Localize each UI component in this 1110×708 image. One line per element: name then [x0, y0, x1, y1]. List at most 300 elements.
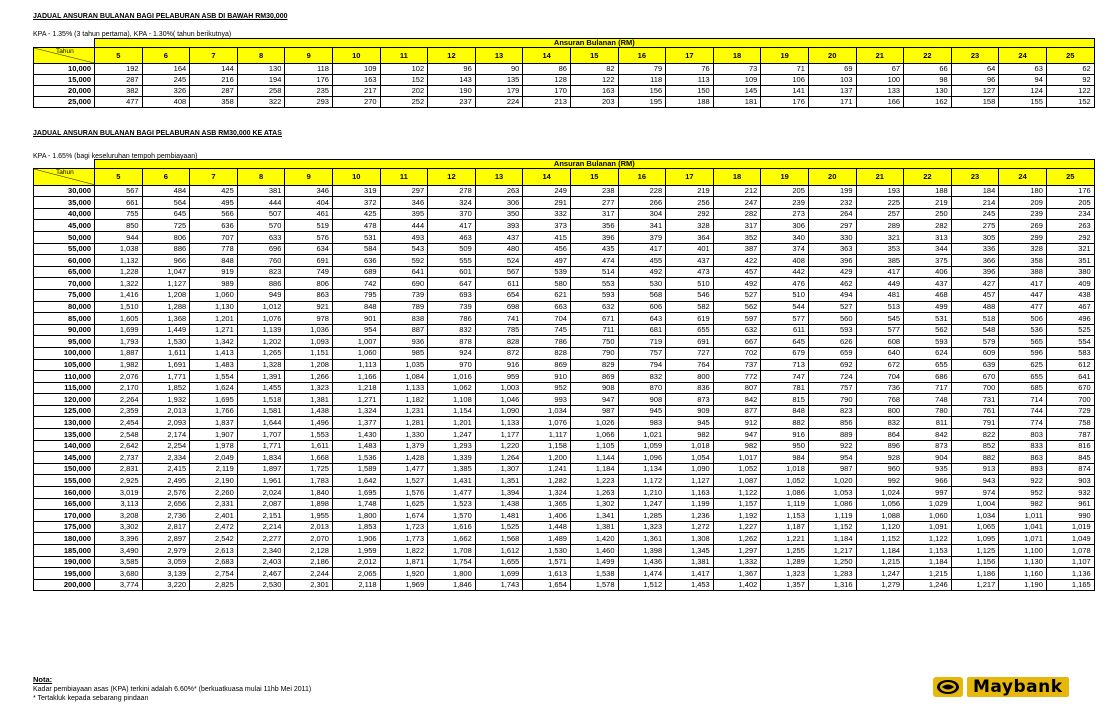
year-header: 19: [761, 169, 809, 186]
installment-cell: 1,907: [190, 429, 238, 441]
installment-cell: 350: [475, 208, 523, 220]
installment-cell: 278: [428, 185, 476, 197]
installment-cell: 655: [999, 371, 1047, 383]
installment-cell: 707: [190, 231, 238, 243]
installment-cell: 2,244: [285, 568, 333, 580]
installment-cell: 1,113: [332, 359, 380, 371]
installment-cell: 1,887: [95, 347, 143, 359]
installment-cell: 997: [904, 487, 952, 499]
installment-cell: 1,385: [428, 463, 476, 475]
installment-cell: 199: [808, 185, 856, 197]
installment-cell: 2,613: [190, 545, 238, 557]
installment-cell: 328: [999, 243, 1047, 255]
installment-cell: 1,699: [95, 324, 143, 336]
installment-cell: 499: [904, 301, 952, 313]
installment-cell: 346: [380, 197, 428, 209]
installment-cell: 873: [666, 394, 714, 406]
installment-cell: 417: [999, 278, 1047, 290]
installment-cell: 1,394: [475, 487, 523, 499]
table-row: [34, 336, 1095, 348]
installment-cell: 632: [570, 301, 618, 313]
installment-cell: 155: [999, 97, 1047, 108]
year-header: 19: [761, 48, 809, 64]
installment-cell: 437: [475, 231, 523, 243]
installment-cell: 922: [999, 475, 1047, 487]
installment-cell: 966: [142, 255, 190, 267]
installment-cell: 1,279: [856, 579, 904, 591]
installment-cell: 289: [856, 220, 904, 232]
installment-cell: 636: [332, 255, 380, 267]
installment-cell: 1,133: [475, 417, 523, 429]
installment-cell: 565: [999, 336, 1047, 348]
installment-cell: 1,153: [904, 545, 952, 557]
installment-cell: 606: [618, 301, 666, 313]
table-row: [34, 498, 1095, 510]
installment-cell: 786: [428, 313, 476, 325]
amount-cell: 200,000: [34, 579, 95, 591]
installment-cell: 982: [999, 498, 1047, 510]
installment-cell: 321: [1046, 243, 1094, 255]
installment-cell: 417: [856, 266, 904, 278]
installment-cell: 145: [713, 86, 761, 97]
amount-cell: 10,000: [34, 64, 95, 75]
amount-cell: 105,000: [34, 359, 95, 371]
installment-cell: 645: [142, 208, 190, 220]
table-row: [34, 568, 1095, 580]
installment-cell: 404: [285, 197, 333, 209]
amount-cell: 185,000: [34, 545, 95, 557]
installment-cell: 1,406: [523, 510, 571, 522]
installment-cell: 1,136: [1046, 568, 1094, 580]
amount-cell: 30,000: [34, 185, 95, 197]
table-row: [34, 75, 1095, 86]
installment-cell: 645: [761, 336, 809, 348]
installment-cell: 79: [618, 64, 666, 75]
year-header: 5: [95, 169, 143, 186]
installment-cell: 1,152: [808, 521, 856, 533]
installment-cell: 455: [618, 255, 666, 267]
installment-cell: 1,228: [95, 266, 143, 278]
amount-cell: 110,000: [34, 371, 95, 383]
installment-cell: 1,345: [666, 545, 714, 557]
notes-line1: Kadar pembiayaan asas (KPA) terkini adalah 6.60%* (berkuatkuasa mulai 11hb Mei 2011): [33, 686, 312, 693]
installment-cell: 1,431: [428, 475, 476, 487]
installment-cell: 1,624: [190, 382, 238, 394]
installment-cell: 984: [761, 452, 809, 464]
installment-cell: 1,416: [95, 289, 143, 301]
installment-cell: 2,415: [142, 463, 190, 475]
installment-cell: 1,026: [570, 417, 618, 429]
installment-cell: 592: [380, 255, 428, 267]
installment-cell: 477: [95, 97, 143, 108]
installment-cell: 1,783: [285, 475, 333, 487]
installment-cell: 2,403: [237, 556, 285, 568]
installment-cell: 128: [523, 75, 571, 86]
installment-cell: 98: [904, 75, 952, 86]
installment-cell: 823: [808, 405, 856, 417]
installment-cell: 583: [1046, 347, 1094, 359]
installment-cell: 1,853: [332, 521, 380, 533]
installment-cell: 597: [713, 313, 761, 325]
installment-cell: 171: [808, 97, 856, 108]
installment-cell: 870: [618, 382, 666, 394]
installment-cell: 152: [1046, 97, 1094, 108]
installment-cell: 1,088: [856, 510, 904, 522]
installment-cell: 3,490: [95, 545, 143, 557]
installment-cell: 568: [618, 289, 666, 301]
installment-cell: 1,007: [332, 336, 380, 348]
installment-cell: 305: [951, 231, 999, 243]
installment-cell: 794: [618, 359, 666, 371]
installment-cell: 922: [808, 440, 856, 452]
installment-cell: 385: [856, 255, 904, 267]
installment-cell: 1,365: [523, 498, 571, 510]
installment-cell: 1,029: [904, 498, 952, 510]
installment-cell: 667: [713, 336, 761, 348]
installment-cell: 2,683: [190, 556, 238, 568]
installment-cell: 567: [95, 185, 143, 197]
installment-cell: 1,430: [332, 429, 380, 441]
table-row: [34, 347, 1095, 359]
installment-cell: 737: [713, 359, 761, 371]
installment-cell: 1,978: [190, 440, 238, 452]
installment-cell: 1,041: [999, 521, 1047, 533]
installment-cell: 2,576: [142, 487, 190, 499]
installment-cell: 1,906: [332, 533, 380, 545]
installment-cell: 1,846: [428, 579, 476, 591]
installment-cell: 245: [142, 75, 190, 86]
installment-cell: 641: [380, 266, 428, 278]
installment-cell: 527: [808, 301, 856, 313]
installment-cell: 1,771: [142, 371, 190, 383]
installment-cell: 193: [856, 185, 904, 197]
year-header: 16: [618, 48, 666, 64]
amount-cell: 45,000: [34, 220, 95, 232]
installment-cell: 717: [904, 382, 952, 394]
installment-cell: 790: [570, 347, 618, 359]
installment-cell: 127: [951, 86, 999, 97]
installment-cell: 225: [856, 197, 904, 209]
installment-cell: 562: [713, 301, 761, 313]
amount-cell: 35,000: [34, 197, 95, 209]
installment-cell: 924: [428, 347, 476, 359]
installment-cell: 1,342: [190, 336, 238, 348]
installment-cell: 1,024: [856, 487, 904, 499]
installment-cell: 1,151: [285, 347, 333, 359]
installment-cell: 562: [904, 324, 952, 336]
installment-cell: 1,699: [475, 568, 523, 580]
installment-cell: 1,695: [332, 487, 380, 499]
installment-cell: 336: [951, 243, 999, 255]
installment-cell: 96: [428, 64, 476, 75]
installment-cell: 679: [761, 347, 809, 359]
installment-cell: 1,323: [285, 382, 333, 394]
installment-cell: 478: [332, 220, 380, 232]
installment-cell: 553: [570, 278, 618, 290]
installment-cell: 415: [523, 231, 571, 243]
installment-cell: 711: [570, 324, 618, 336]
installment-cell: 1,065: [951, 521, 999, 533]
installment-cell: 195: [618, 97, 666, 108]
amount-cell: 40,000: [34, 208, 95, 220]
year-header: 24: [999, 169, 1047, 186]
amount-cell: 115,000: [34, 382, 95, 394]
installment-cell: 514: [570, 266, 618, 278]
installment-cell: 916: [761, 429, 809, 441]
installment-cell: 1,285: [618, 510, 666, 522]
installment-cell: 919: [190, 266, 238, 278]
installment-cell: 1,093: [285, 336, 333, 348]
installment-cell: 593: [904, 336, 952, 348]
installment-cell: 803: [999, 429, 1047, 441]
installment-cell: 654: [475, 289, 523, 301]
table-row: [34, 97, 1095, 108]
installment-cell: 292: [1046, 231, 1094, 243]
installment-cell: 806: [142, 231, 190, 243]
installment-cell: 1,122: [904, 533, 952, 545]
table-row: [34, 452, 1095, 464]
installment-cell: 848: [761, 405, 809, 417]
installment-cell: 2,264: [95, 394, 143, 406]
installment-cell: 2,817: [142, 521, 190, 533]
table-row: [34, 510, 1095, 522]
installment-cell: 781: [761, 382, 809, 394]
amount-cell: 60,000: [34, 255, 95, 267]
installment-cell: 1,398: [618, 545, 666, 557]
table-row: [34, 371, 1095, 383]
table-row: [34, 220, 1095, 232]
table-row: [34, 359, 1095, 371]
installment-cell: 124: [999, 86, 1047, 97]
installment-cell: 1,955: [285, 510, 333, 522]
installment-cell: 447: [999, 289, 1047, 301]
installment-cell: 1,221: [761, 533, 809, 545]
installment-cell: 344: [904, 243, 952, 255]
installment-cell: 118: [618, 75, 666, 86]
installment-cell: 593: [808, 324, 856, 336]
installment-cell: 1,668: [285, 452, 333, 464]
installment-cell: 2,119: [190, 463, 238, 475]
installment-cell: 531: [332, 231, 380, 243]
table-row: [34, 440, 1095, 452]
installment-cell: 209: [999, 197, 1047, 209]
installment-cell: 1,166: [332, 371, 380, 383]
installment-cell: 519: [285, 220, 333, 232]
installment-cell: 1,038: [95, 243, 143, 255]
installment-cell: 1,662: [428, 533, 476, 545]
year-header: 22: [904, 48, 952, 64]
installment-cell: 1,060: [904, 510, 952, 522]
installment-cell: 1,208: [142, 289, 190, 301]
table-row: [34, 394, 1095, 406]
year-header: 7: [190, 169, 238, 186]
year-header: 17: [666, 48, 714, 64]
amount-cell: 140,000: [34, 440, 95, 452]
installment-cell: 641: [1046, 371, 1094, 383]
installment-cell: 188: [666, 97, 714, 108]
year-header: 20: [808, 169, 856, 186]
installment-cell: 2,013: [285, 521, 333, 533]
installment-cell: 864: [856, 429, 904, 441]
installment-cell: 306: [475, 197, 523, 209]
installment-cell: 2,642: [95, 440, 143, 452]
installment-cell: 382: [95, 86, 143, 97]
installment-cell: 1,163: [666, 487, 714, 499]
installment-cell: 480: [475, 243, 523, 255]
installment-cell: 1,052: [713, 463, 761, 475]
installment-cell: 245: [951, 208, 999, 220]
year-header: 8: [237, 48, 285, 64]
installment-cell: 103: [808, 75, 856, 86]
year-header: 25: [1046, 169, 1094, 186]
installment-cell: 731: [951, 394, 999, 406]
installment-cell: 1,086: [808, 498, 856, 510]
installment-cell: 1,499: [570, 556, 618, 568]
installment-cell: 481: [856, 289, 904, 301]
installment-cell: 833: [999, 440, 1047, 452]
year-header: 8: [237, 169, 285, 186]
installment-cell: 1,655: [475, 556, 523, 568]
installment-cell: 828: [475, 336, 523, 348]
installment-cell: 510: [666, 278, 714, 290]
installment-cell: 1,271: [190, 324, 238, 336]
installment-cell: 1,578: [570, 579, 618, 591]
installment-cell: 539: [523, 266, 571, 278]
table-row: [34, 463, 1095, 475]
year-header: 9: [285, 169, 333, 186]
installment-cell: 1,262: [713, 533, 761, 545]
installment-cell: 292: [666, 208, 714, 220]
installment-cell: 181: [713, 97, 761, 108]
installment-cell: 1,034: [951, 510, 999, 522]
installment-cell: 1,308: [666, 533, 714, 545]
installment-cell: 293: [285, 97, 333, 108]
installment-cell: 3,774: [95, 579, 143, 591]
installment-cell: 212: [713, 185, 761, 197]
installment-cell: 943: [951, 475, 999, 487]
installment-cell: 1,538: [570, 568, 618, 580]
installment-cell: 1,223: [570, 475, 618, 487]
installment-cell: 425: [190, 185, 238, 197]
installment-cell: 437: [666, 255, 714, 267]
installment-cell: 713: [761, 359, 809, 371]
installment-cell: 747: [761, 371, 809, 383]
installment-cell: 1,695: [190, 394, 238, 406]
installment-cell: 73: [713, 64, 761, 75]
year-header: 25: [1046, 48, 1094, 64]
installment-cell: 1,076: [237, 313, 285, 325]
installment-cell: 317: [570, 208, 618, 220]
installment-cell: 92: [1046, 75, 1094, 86]
table-row: [34, 243, 1095, 255]
installment-cell: 1,127: [666, 475, 714, 487]
notes-line2: * Tertakluk kepada sebarang pindaan: [33, 695, 149, 702]
installment-cell: 513: [856, 301, 904, 313]
installment-cell: 1,125: [951, 545, 999, 557]
installment-cell: 632: [713, 324, 761, 336]
installment-cell: 1,852: [142, 382, 190, 394]
installment-cell: 1,570: [428, 510, 476, 522]
section2-kpa: KPA - 1.65% (bagi keseluruhan tempoh pembiayaan): [33, 153, 198, 160]
installment-cell: 2,214: [237, 521, 285, 533]
installment-cell: 1,448: [523, 521, 571, 533]
table-row: [34, 278, 1095, 290]
installment-cell: 247: [713, 197, 761, 209]
installment-cell: 379: [618, 231, 666, 243]
installment-cell: 949: [237, 289, 285, 301]
installment-cell: 1,293: [428, 440, 476, 452]
installment-cell: 945: [618, 405, 666, 417]
installment-cell: 1,200: [523, 452, 571, 464]
installment-cell: 492: [713, 278, 761, 290]
amount-cell: 100,000: [34, 347, 95, 359]
installment-cell: 69: [808, 64, 856, 75]
installment-cell: 1,510: [95, 301, 143, 313]
installment-cell: 546: [666, 289, 714, 301]
year-header: 7: [190, 48, 238, 64]
installment-cell: 2,174: [142, 429, 190, 441]
installment-cell: 1,489: [523, 533, 571, 545]
amount-cell: 70,000: [34, 278, 95, 290]
installment-cell: 370: [428, 208, 476, 220]
installment-cell: 444: [380, 220, 428, 232]
installment-cell: 373: [523, 220, 571, 232]
installment-cell: 960: [856, 463, 904, 475]
installment-cell: 214: [951, 197, 999, 209]
amount-cell: 80,000: [34, 301, 95, 313]
installment-cell: 2,754: [190, 568, 238, 580]
installment-cell: 1,215: [856, 556, 904, 568]
installment-cell: 1,018: [761, 463, 809, 475]
installment-cell: 102: [380, 64, 428, 75]
installment-cell: 2,151: [237, 510, 285, 522]
installment-cell: 381: [237, 185, 285, 197]
installment-cell: 1,158: [523, 440, 571, 452]
installment-cell: 63: [999, 64, 1047, 75]
table-row: [34, 86, 1095, 97]
year-header: 12: [428, 169, 476, 186]
year-header: 23: [951, 48, 999, 64]
table-row: [34, 313, 1095, 325]
installment-cell: 832: [618, 371, 666, 383]
year-header: 10: [332, 48, 380, 64]
installment-cell: 1,339: [428, 452, 476, 464]
installment-cell: 2,467: [237, 568, 285, 580]
installment-cell: 1,605: [95, 313, 143, 325]
installment-cell: 156: [618, 86, 666, 97]
notes-heading: Nota:: [33, 675, 53, 684]
installment-cell: 698: [475, 301, 523, 313]
installment-cell: 985: [380, 347, 428, 359]
installment-cell: 409: [1046, 278, 1094, 290]
installment-cell: 619: [666, 313, 714, 325]
installment-cell: 1,087: [713, 475, 761, 487]
installment-cell: 1,059: [618, 440, 666, 452]
installment-cell: 714: [999, 394, 1047, 406]
installment-cell: 3,680: [95, 568, 143, 580]
installment-cell: 1,215: [904, 568, 952, 580]
installment-cell: 425: [332, 208, 380, 220]
installment-cell: 983: [618, 417, 666, 429]
installment-cell: 497: [523, 255, 571, 267]
installment-cell: 353: [856, 243, 904, 255]
installment-cell: 1,793: [95, 336, 143, 348]
amount-cell: 145,000: [34, 452, 95, 464]
installment-cell: 1,438: [475, 498, 523, 510]
installment-cell: 346: [285, 185, 333, 197]
installment-cell: 299: [999, 231, 1047, 243]
amount-cell: 25,000: [34, 97, 95, 108]
